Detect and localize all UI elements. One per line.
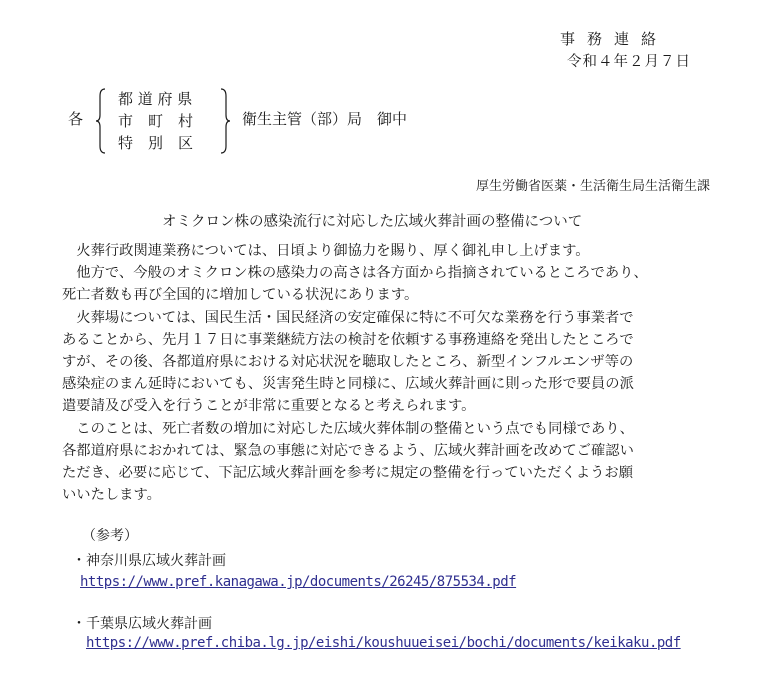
body-line: いいたします。 [62,487,161,504]
addressee-municipalities: 市 町 村 [118,112,194,130]
body-line: 火葬場については、国民生活・国民経済の安定確保に特に不可欠な業務を行う事業者で [62,309,634,326]
body-text [62,240,712,506]
body-line: 死亡者数も再び全国的に増加している状況にあります。 [62,287,419,304]
subject-title: オミクロン株の感染流行に対応した広域火葬計画の整備について [162,214,583,230]
body-line: すが、その後、各都道府県における対応状況を聴取したところ、新型インフルエンザ等の [62,354,634,371]
body-line: 他方で、今般のオミクロン株の感染力の高さは各方面から指摘されているところであり、 [62,265,648,282]
body-line: 感染症のまん延時においても、災害発生時と同様に、広域火葬計画に則った形で要員の派 [62,376,634,393]
addressee-special-wards: 特 別 区 [118,134,194,152]
addressee-prefectures: 都 道 府 県 [118,90,193,108]
body-line: 各都道府県におかれては、緊急の事態に対応できるよう、広域火葬計画を改めてご確認い [62,442,634,459]
right-brace [220,88,230,154]
addressee-prefix: 各 [68,110,84,128]
reference-link-kanagawa[interactable]: https://www.pref.kanagawa.jp/documents/26245/875534.pdf [80,574,517,590]
sender: 厚生労働省医薬・生活衛生局生活衛生課 [476,179,711,194]
addressee-suffix: 衛生主管（部）局 御中 [242,110,408,128]
document-type: 事務連絡 [560,30,669,48]
left-brace [96,88,106,154]
body-line: 火葬行政関連業務については、日頃より御協力を賜り、厚く御礼申し上げます。 [62,243,590,259]
document-date: 令和４年２月７日 [567,54,691,70]
body-line: このことは、死亡者数の増加に対応した広域火葬体制の整備という点でも同様であり、 [62,420,634,437]
reference-title-chiba: ・千葉県広域火葬計画 [72,616,212,632]
body-line: あることから、先月１７日に事業継続方法の検討を依頼する事務連絡を発出したところで [62,331,634,348]
reference-link-chiba[interactable]: https://www.pref.chiba.lg.jp/eishi/koushuueisei/bochi/documents/keikaku.pdf [86,635,681,651]
reference-title-kanagawa: ・神奈川県広域火葬計画 [72,553,226,569]
body-line: ただき、必要に応じて、下記広域火葬計画を参考に規定の整備を行っていただくようお願 [62,465,634,482]
references-heading: （参考） [82,528,138,544]
body-line: 遣要請及び受入を行うことが非常に重要となると考えられます。 [62,398,476,415]
